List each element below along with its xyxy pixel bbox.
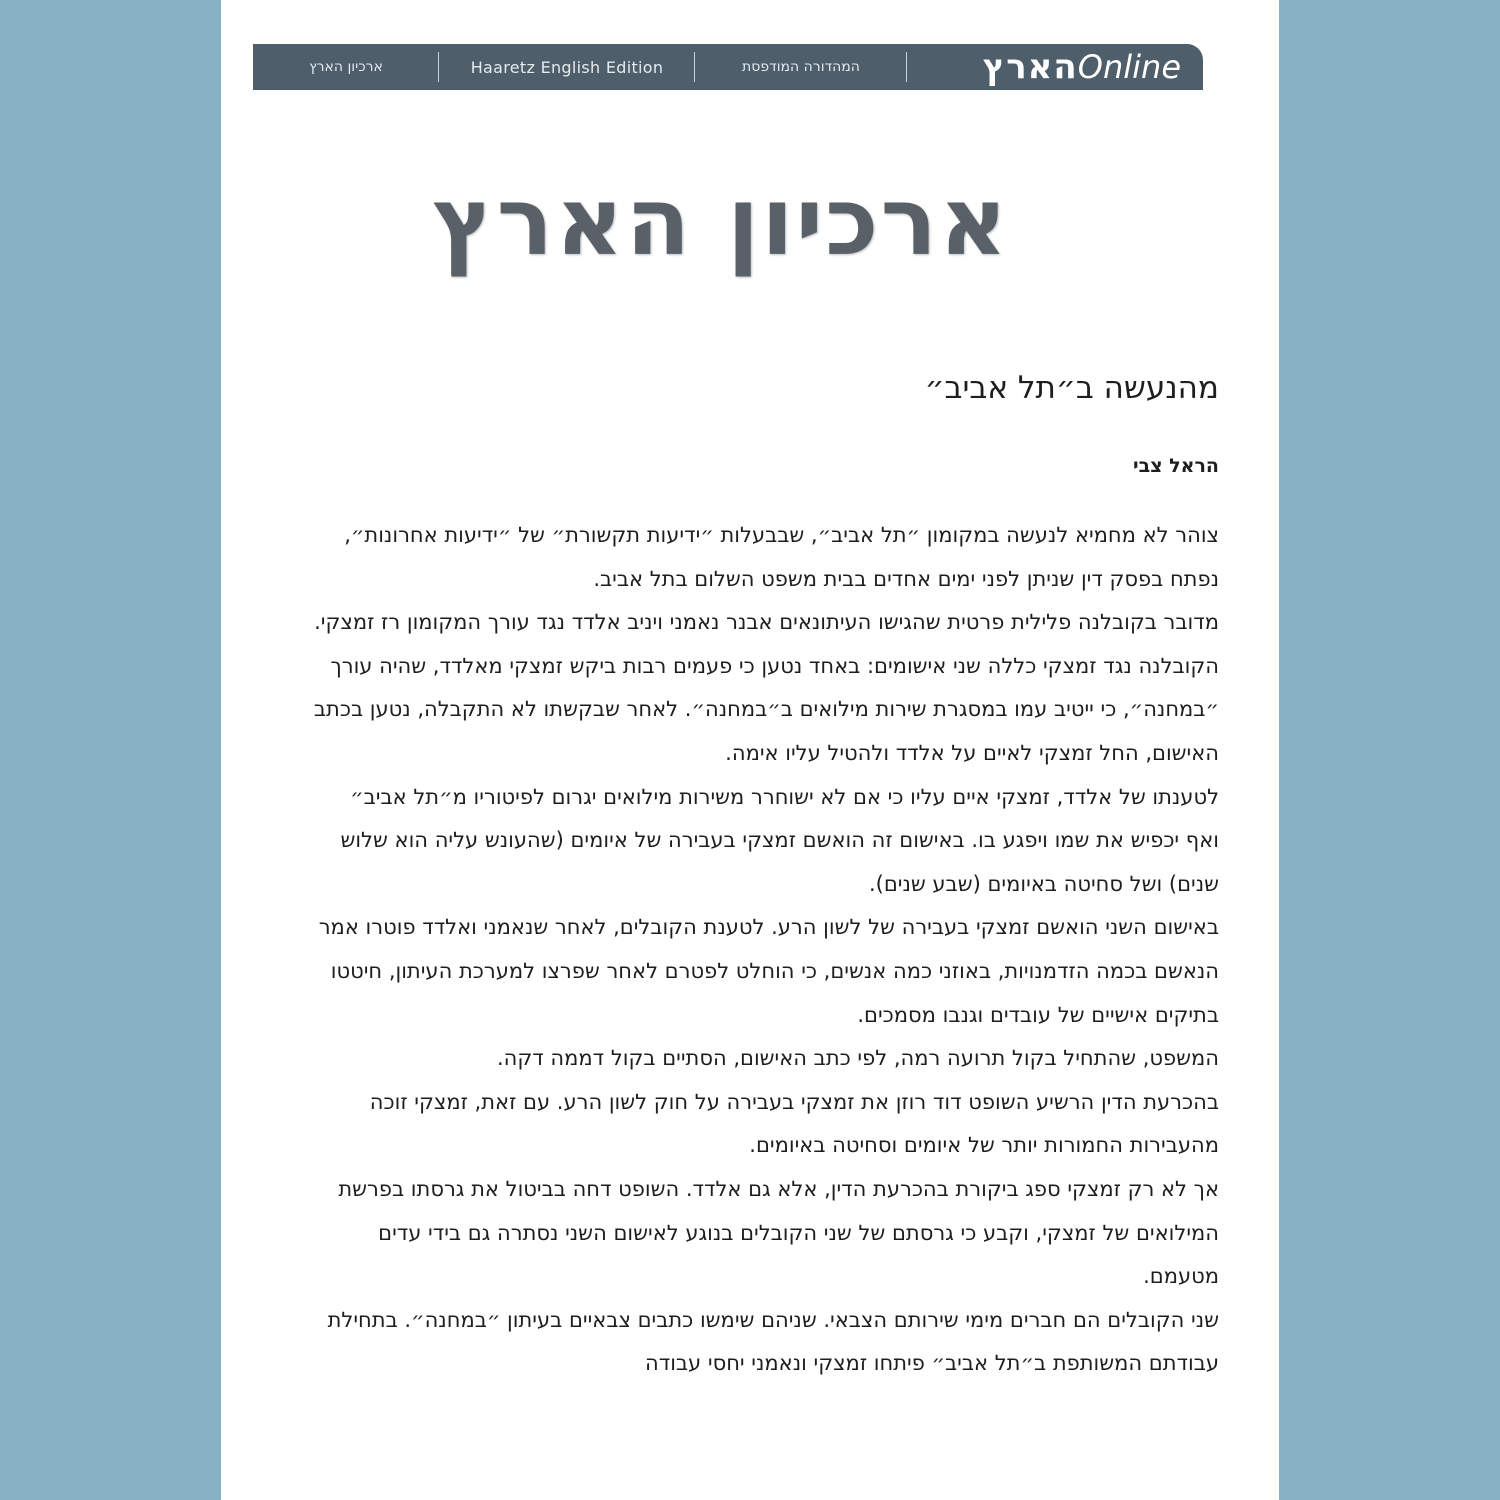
article-headline: מהנעשה ב״תל אביב״	[924, 370, 1219, 406]
article	[313, 350, 1219, 1386]
article-paragraph: צוהר לא מחמיא לנעשה במקומון ״תל אביב״, שבבעלות ״ידיעות תקשורת״ של ״ידיעות אחרונות״, נפתח בפסק דין שניתן לפני ימים אחדים בבית משפט השלום בתל אביב.	[344, 523, 1219, 591]
article-byline: הראל צבי	[1132, 455, 1219, 477]
article-paragraph: לטענתו של אלדד, זמצקי איים עליו כי אם לא ישוחרר משירות מילואים יגרום לפיטוריו מ״תל אביב״ ואף יכפיש את שמו ויפגע בו. באישום זה הואשם זמצקי בעבירה של איומים (שהעונש עליה הוא שלוש שנים) ושל סחיטה באיומים (שבע שנים).	[340, 784, 1219, 896]
article-paragraph: בהכרעת הדין הרשיע השופט דוד רוזן את זמצקי בעבירה על חוק לשון הרע. עם זאת, זמצקי זוכה מהעבירות החמורות יותר של איומים וסחיטה באיומים.	[369, 1089, 1219, 1158]
archive-logo: ארכיון הארץ	[432, 167, 1010, 277]
article-paragraph: הקובלנה נגד זמצקי כללה שני אישומים: באחד נטען כי פעמים רבות ביקש זמצקי מאלדד, שהיה עורך ״במחנה״, כי ייטיב עמו במסגרת שירות מילואים ב״במחנה״. לאחר שבקשתו לא התקבלה, נטען בכתב האישום, החל זמצקי לאיים על אלדד ולהטיל עליו אימה.	[313, 653, 1219, 765]
top-navigation-bar	[253, 44, 1203, 90]
article-paragraph: שני הקובלים הם חברים מימי שירותם הצבאי. שניהם שימשו כתבים צבאיים בעיתון ״במחנה״. בתחילת עבודתם המשותפת ב״תל אביב״ פיתחו זמצקי ונאמני יחסי עבודה	[327, 1307, 1219, 1376]
tab-printed-edition[interactable]: המהדורה המודפסת	[695, 44, 907, 90]
article-paragraph: אך לא רק זמצקי ספג ביקורת בהכרעת הדין, אלא גם אלדד. השופט דחה בביטול את גרסתו בפרשת המילואים של זמצקי, וקבע כי גרסתם של שני הקובלים בנוגע לאישום השני נסתרה גם בידי עדים מטעמם.	[338, 1176, 1219, 1289]
brand-hebrew: הארץ	[982, 47, 1078, 87]
article-paragraph: המשפט, שהתחיל בקול תרועה רמה, לפי כתב האישום, הסתיים בקול דממה דקה.	[497, 1046, 1219, 1071]
article-paragraph: מדובר בקובלנה פלילית פרטית שהגישו העיתונאים אבנר נאמני ויניב אלדד נגד עורך המקומון רז זמצקי.	[314, 610, 1219, 635]
tab-english-edition[interactable]: Haaretz English Edition	[439, 44, 695, 90]
brand-online: Online	[1077, 48, 1181, 86]
article-paragraph: באישום השני הואשם זמצקי בעבירה של לשון הרע. לטענת הקובלים, לאחר שנאמני ואלדד פוטרו אמר הנאשם בכמה הזדמנויות, באוזני כמה אנשים, כי הוחלט לפטרם לאחר שפרצו למערכת העיתון, חיטטו בתיקים אישיים של עובדים וגנבו מסמכים.	[318, 915, 1219, 1027]
tab-haaretz-archive[interactable]: ארכיון הארץ	[253, 44, 439, 90]
haaretz-online-logo[interactable]	[907, 44, 1203, 90]
article-body	[313, 514, 1219, 1386]
archive-page	[221, 0, 1279, 1500]
